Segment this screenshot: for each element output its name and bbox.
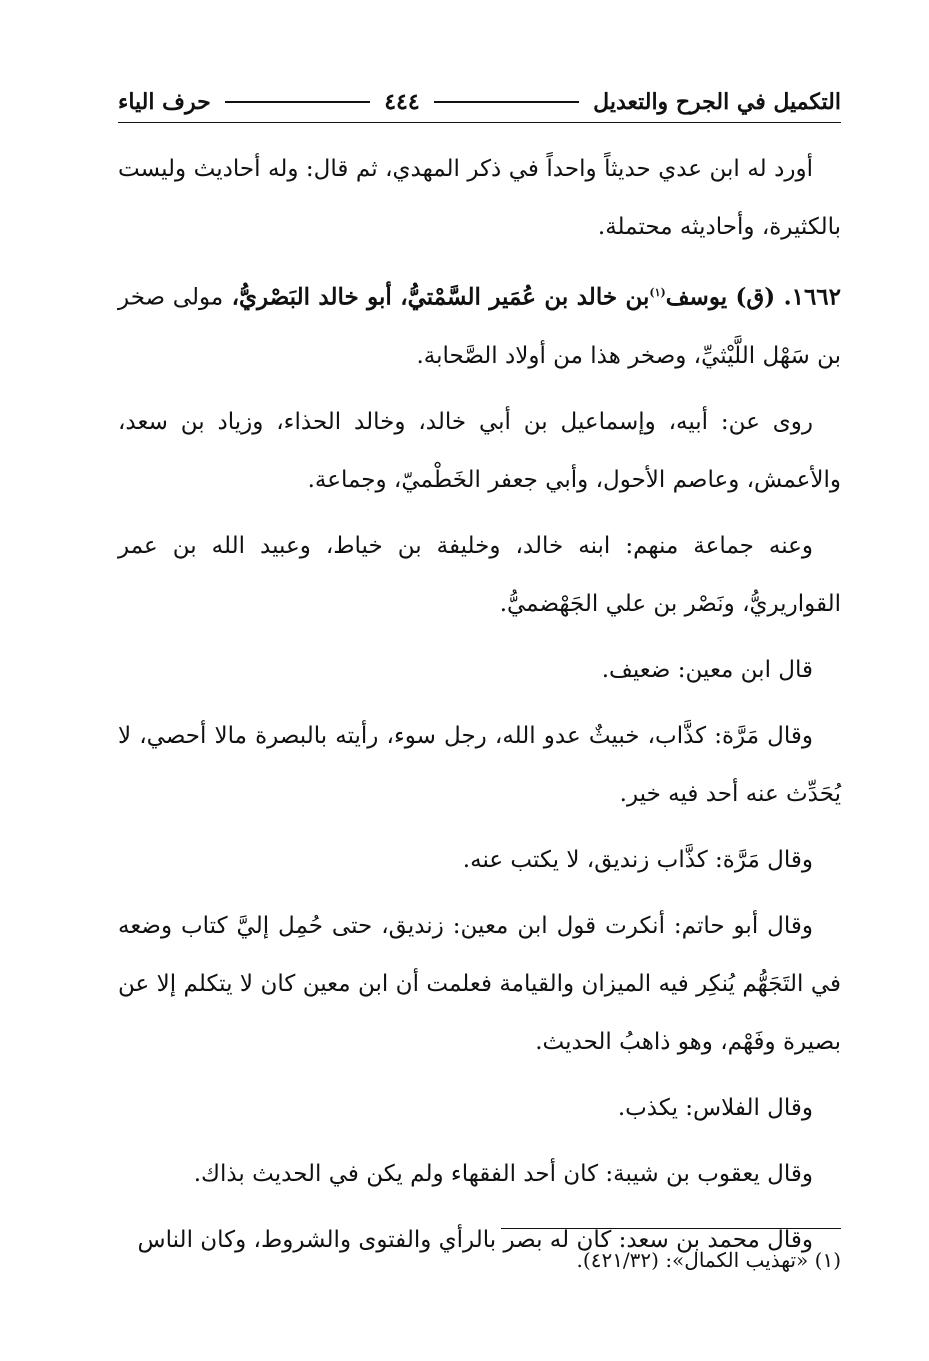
footnote-marker: (١) xyxy=(649,286,666,299)
running-header xyxy=(118,82,841,123)
paragraph: وقال يعقوب بن شيبة: كان أحد الفقهاء ولم يكن في الحديث بذاك. xyxy=(193,1160,813,1187)
header-rule xyxy=(434,101,580,103)
paragraph: قال ابن معين: ضعيف. xyxy=(601,656,813,683)
entry-number: ١٦٦٢. xyxy=(783,283,842,311)
entry-name-rest: بن خالد بن عُمَير السَّمْتيُّ، أبو خالد البَصْريُّ، xyxy=(231,283,650,311)
paragraph: أورد له ابن عدي حديثاً واحداً في ذكر المهدي، ثم قال: وله أحاديث وليست بالكثيرة، وأحاديثه محتملة. xyxy=(118,156,841,240)
footnote xyxy=(118,1244,841,1276)
entry-name: يوسف xyxy=(665,283,728,311)
footnote-text: «تهذيب الكمال»: (٤٢١/٣٢). xyxy=(576,1248,809,1272)
entry-code: (ق) xyxy=(735,283,776,311)
paragraph: وعنه جماعة منهم: ابنه خالد، وخليفة بن خياط، وعبيد الله بن عمر القواريريُّ، ونَصْر بن علي الجَهْضميُّ. xyxy=(118,532,841,617)
paragraph: وقال مَرَّة: كذَّاب زنديق، لا يكتب عنه. xyxy=(462,846,813,873)
footnote-separator xyxy=(501,1228,841,1229)
paragraph: وقال مَرَّة: كذَّاب، خبيثٌ عدو الله، رجل سوء، رأيته بالبصرة مالا أحصي، لا يُحَدِّث عنه أحد فيه خير. xyxy=(118,722,841,807)
page-number: ٤٤٤ xyxy=(384,89,420,115)
biography-entry xyxy=(118,264,841,385)
section-title: حرف الياء xyxy=(117,89,211,115)
paragraph: وقال محمد بن سعد: كان له بصر بالرأي والفتوى والشروط، وكان الناس xyxy=(137,1226,813,1253)
main-text xyxy=(118,140,841,1277)
paragraph: وقال الفلاس: يكذب. xyxy=(617,1094,813,1121)
footnote-number: (١) xyxy=(814,1248,841,1272)
header-rule xyxy=(225,101,371,103)
paragraph: روى عن: أبيه، وإسماعيل بن أبي خالد، وخالد الحذاء، وزياد بن سعد، والأعمش، وعاصم الأحول، وأبي جعفر الخَطْميّ، وجماعة. xyxy=(118,408,841,493)
book-title: التكميل في الجرح والتعديل xyxy=(593,89,841,115)
entry-description: مولى صخر بن سَهْل اللَّيْثيِّ، وصخر هذا من أولاد الصَّحابة. xyxy=(118,284,841,369)
paragraph: وقال أبو حاتم: أنكرت قول ابن معين: زنديق، حتى حُمِل إليَّ كتاب وضعه في التَجَهُّم يُنكِر فيه الميزان والقيامة فعلمت أن ابن معين كان لا يتكلم إلا عن بصيرة وفَهْم، وهو ذاهبُ الحديث. xyxy=(118,912,841,1055)
